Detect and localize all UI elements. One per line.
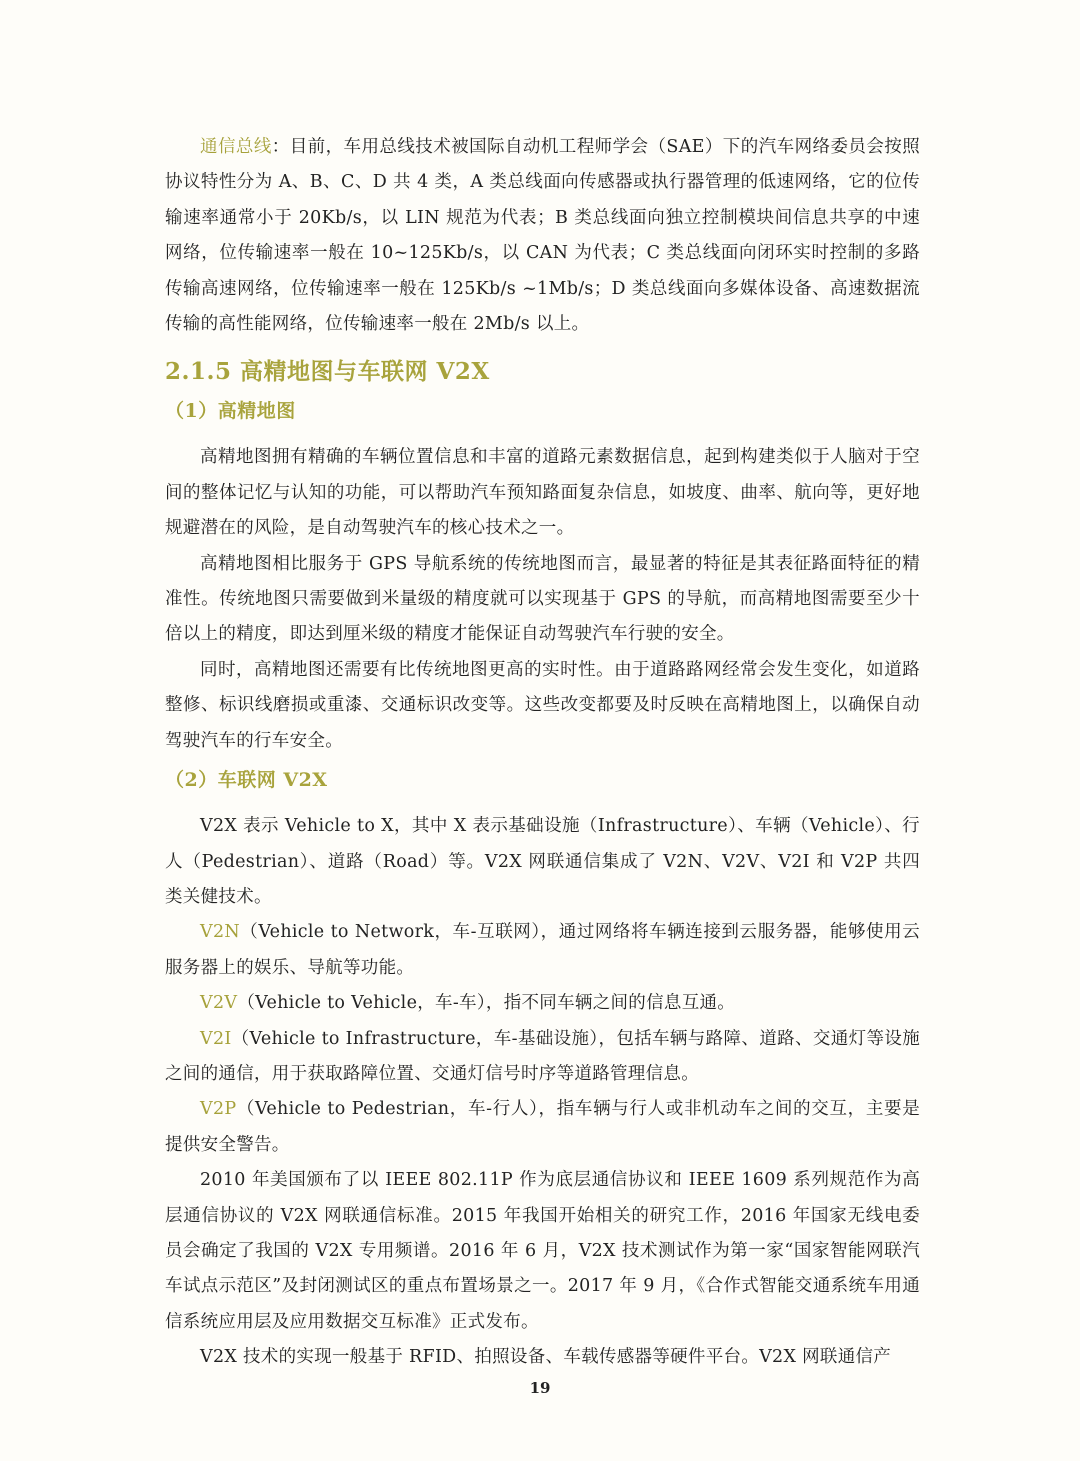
v2i-text: （Vehicle to Infrastructure，车-基础设施），包括车辆与路障、道路、交通灯等设施之间的通信，用于获取路障位置、交通灯信号时序等道路管理信息。 xyxy=(165,1028,920,1084)
v2x-history-paragraph: 2010 年美国颁布了以 IEEE 802.11P 作为底层通信协议和 IEEE 1609 系列规范作为高层通信协议的 V2X 网联通信标准。2015 年我国开始相关的研究工作，2016 年国家无线电委员会确定了我国的 V2X 专用频谱。2016 年 6 月，V2X 技术测试作为第一家“国家智能网联汽车试点示范区”及封闭测试区的重点布置场景之一。2017 年 9 月，《合作式智能交通系统车用通信系统应用层及应用数据交互标准》正式发布。 xyxy=(165,1170,920,1332)
v2x-title: （2）车联网 V2X xyxy=(165,769,328,792)
bus-text: ：目前，车用总线技术被国际自动机工程师学会（SAE）下的汽车网络委员会按照协议特性分为 A、B、C、D 共 4 类，A 类总线面向传感器或执行器管理的低速网络，它的位传输速率通常小于 20Kb/s，以 LIN 规范为代表；B 类总线面向独立控制模块间信息共享的中速网络，位传输速率一般在 10~125Kb/s，以 CAN 为代表；C 类总线面向闭环实时控制的多路传输高速网络，位传输速率一般在 125Kb/s ~1Mb/s；D 类总线面向多媒体设备、高速数据流传输的高性能网络，位传输速率一般在 2Mb/s 以上。 xyxy=(165,137,921,335)
bus-paragraph xyxy=(165,130,920,342)
v2p-term: V2P xyxy=(200,1099,237,1120)
v2v-paragraph xyxy=(165,986,920,1021)
v2v-text: （Vehicle to Vehicle，车-车），指不同车辆之间的信息互通。 xyxy=(237,993,736,1014)
v2n-text: （Vehicle to Network，车-互联网），通过网络将车辆连接到云服务器，能够使用云服务器上的娱乐、导航等功能。 xyxy=(165,922,920,978)
page-number: 19 xyxy=(529,1379,551,1397)
v2x-intro-paragraph: V2X 表示 Vehicle to X，其中 X 表示基础设施（Infrastructure）、车辆（Vehicle）、行人（Pedestrian）、道路（Road）等。V2X 网联通信集成了 V2N、V2V、V2I 和 V2P 共四类关健技术。 xyxy=(165,816,920,907)
hd-map-title: （1）高精地图 xyxy=(165,400,296,423)
v2p-text: （Vehicle to Pedestrian，车-行人），指车辆与行人或非机动车之间的交互，主要是提供安全警告。 xyxy=(165,1099,920,1155)
bus-term: 通信总线 xyxy=(200,137,272,157)
v2n-term: V2N xyxy=(200,922,240,943)
v2i-term: V2I xyxy=(200,1028,232,1049)
section-title: 2.1.5 高精地图与车联网 V2X xyxy=(165,358,490,386)
v2i-paragraph xyxy=(165,1022,920,1093)
hd-map-paragraph-2: 高精地图相比服务于 GPS 导航系统的传统地图而言，最显著的特征是其表征路面特征的精准性。传统地图只需要做到米量级的精度就可以实现基于 GPS 的导航，而高精地图需要至少十倍以上的精度，即达到厘米级的精度才能保证自动驾驶汽车行驶的安全。 xyxy=(165,553,920,645)
hd-map-paragraph-3: 同时，高精地图还需要有比传统地图更高的实时性。由于道路路网经常会发生变化，如道路整修、标识线磨损或重漆、交通标识改变等。这些改变都要及时反映在高精地图上，以确保自动驾驶汽车的行车安全。 xyxy=(165,659,920,751)
v2n-paragraph xyxy=(165,915,920,986)
v2x-last-paragraph: V2X 技术的实现一般基于 RFID、拍照设备、车载传感器等硬件平台。V2X 网联通信产 xyxy=(200,1347,892,1368)
hd-map-paragraph-1: 高精地图拥有精确的车辆位置信息和丰富的道路元素数据信息，起到构建类似于人脑对于空间的整体记忆与认知的功能，可以帮助汽车预知路面复杂信息，如坡度、曲率、航向等，更好地规避潜在的风险，是自动驾驶汽车的核心技术之一。 xyxy=(165,447,920,539)
page-content xyxy=(165,130,920,1376)
v2p-paragraph xyxy=(165,1092,920,1163)
v2v-term: V2V xyxy=(200,993,238,1014)
